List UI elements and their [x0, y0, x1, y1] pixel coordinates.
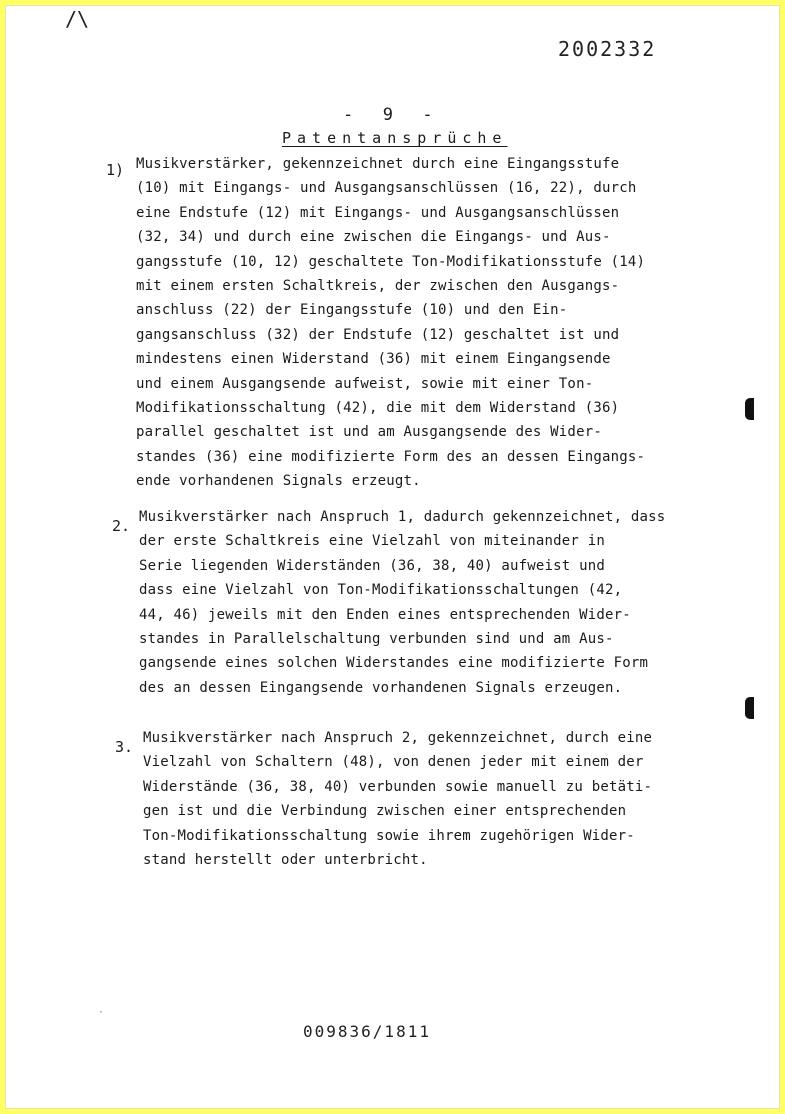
claim-1-text: Musikverstärker, gekennzeichnet durch eine Eingangsstufe (10) mit Eingangs- und Ausgangsanschlüssen (16, 22), durch eine Endstufe (12) mit Eingangs- und Ausgangsanschlüssen (32, 34) und durch eine zwischen die Eingangs- und Aus- gangsstufe (10, 12) geschaltete Ton-Modifikationsstufe (14) mit einem ersten Schaltkreis, der zwischen den Ausgangs- anschluss (22) der Eingangsstufe (10) und den Ein- gangsanschluss (32) der Endstufe (12) geschaltet ist und mindestens einen Widerstand (36) mit einem Eingangsende und einem Ausgangsende aufweist, sowie mit einer Ton- Modifikationsschaltung (42), die mit dem Widerstand (36) parallel geschaltet ist und am Ausgangsende des Wider- standes (36) eine modifizierte Form des an dessen Eingangs- ende vorhandenen Signals erzeugt.: [136, 156, 646, 490]
punch-hole-upper: [745, 398, 754, 420]
punch-hole-lower: [745, 697, 754, 719]
page-title: Patentansprüche: [282, 129, 508, 147]
document-page: [5, 5, 780, 1109]
scan-speck: ·: [98, 1007, 105, 1018]
corner-mark: /\: [65, 7, 90, 31]
footer-code: 009836/1811: [303, 1022, 431, 1041]
document-number: 2002332: [558, 37, 657, 61]
claim-3-number: 3.: [115, 738, 134, 756]
claim-1-number: 1): [106, 161, 125, 179]
claim-2-text: Musikverstärker nach Anspruch 1, dadurch gekennzeichnet, dass der erste Schaltkreis eine Vielzahl von miteinander in Serie liegenden Widerständen (36, 38, 40) aufweist und dass eine Vielzahl von Ton-Modifikationsschaltungen (42, 44, 46) jeweils mit den Enden eines entsprechenden Wider- standes in Parallelschaltung verbunden sind und am Aus- gangsende eines solchen Widerstandes eine modifizierte Form des an dessen Eingangsende vorhandenen Signals erzeugen.: [139, 509, 666, 696]
claim-2-number: 2.: [112, 517, 131, 535]
claim-3-text: Musikverstärker nach Anspruch 2, gekennzeichnet, durch eine Vielzahl von Schaltern (48), von denen jeder mit einem der Widerstände (36, 38, 40) verbunden sowie manuell zu betäti- gen ist und die Verbindung zwischen einer entsprechenden Ton-Modifikationsschaltung sowie ihrem zugehörigen Wider- stand herstellt oder unterbricht.: [143, 730, 653, 869]
page-number: - 9 -: [343, 105, 436, 125]
